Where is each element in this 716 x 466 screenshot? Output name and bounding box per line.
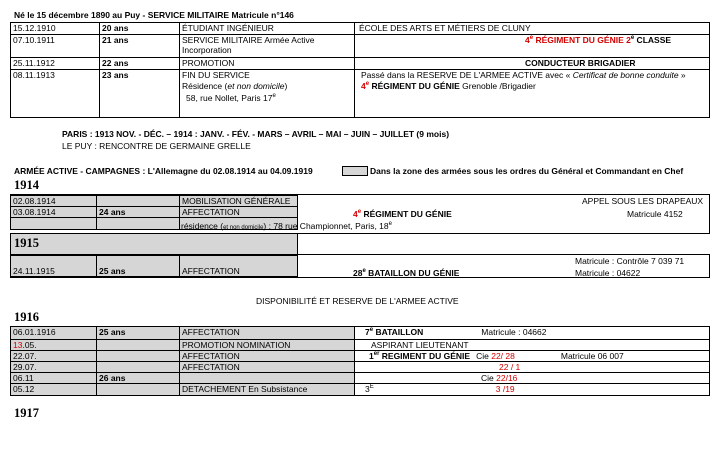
legend-swatch	[342, 166, 368, 176]
age-cell: 20 ans	[100, 23, 180, 35]
table-row: 06.01.1916 25 ans AFFECTATION 7e BATAILLON Matricule : 04662	[11, 327, 710, 340]
page-title: Né le 15 décembre 1890 au Puy - SERVICE MILITAIRE Matricule n°146	[14, 10, 294, 20]
detail-cell: CONDUCTEUR BRIGADIER	[355, 58, 710, 70]
label-cell: ÉTUDIANT INGÉNIEUR	[180, 23, 355, 35]
divider	[709, 194, 710, 234]
table-row: 05.12 DETACHEMENT En Subsistance $3^E$ 3 /19	[11, 384, 710, 396]
regiment-1914: 4e RÉGIMENT DU GÉNIE	[353, 209, 452, 219]
table-row: 03.08.1914 24 ans AFFECTATION	[11, 207, 298, 218]
table-row	[11, 23, 710, 35]
table-row	[11, 58, 710, 70]
label-cell: FIN DU SERVICE Résidence (et non domicile) 58, rue Nollet, Paris 17e	[180, 70, 355, 118]
table-row: 13.05. PROMOTION NOMINATION ASPIRANT LIEUTENANT	[11, 340, 710, 351]
table-row: 02.08.1914 MOBILISATION GÉNÉRALE	[11, 196, 298, 207]
residence-1914: résidence (et non domicile) : 78 rue Championnet, Paris, 18e	[181, 221, 392, 231]
date-cell: 25.11.1912	[11, 58, 100, 70]
appel-text: APPEL SOUS LES DRAPEAUX	[582, 196, 704, 206]
detail-cell: 4e RÉGIMENT DU GÉNIE 2e CLASSE	[355, 35, 710, 58]
matricule-controle: Matricule : Contrôle 7 039 71	[575, 256, 685, 266]
table-row: 29.07. AFFECTATION 22 / 1	[11, 362, 710, 373]
year-1915: 1915	[14, 236, 39, 250]
section-1916	[10, 326, 710, 396]
year-1917: 1917	[14, 406, 39, 420]
matricule-1915: Matricule : 04622	[575, 268, 641, 278]
table-row: 22.07. AFFECTATION 1er REGIMENT DU GÉNIE Cie 22/ 28 Matricule 06 007	[11, 351, 710, 362]
table-row: 24.11.1915 25 ans AFFECTATION	[11, 256, 298, 277]
detail-cell: ÉCOLE DES ARTS ET MÉTIERS DE CLUNY	[355, 23, 710, 35]
label-cell: PROMOTION	[180, 58, 355, 70]
campaign-text: ARMÉE ACTIVE - CAMPAGNES : L'Allemagne du 02.08.1914 au 04.09.1919	[14, 166, 313, 176]
table-row	[11, 35, 710, 58]
detail-cell: Passé dans la RESERVE DE L'ARMEE ACTIVE avec « Certificat de bonne conduite » 4e RÉGIMENT DU GÉNIE Grenoble /Brigadier	[355, 70, 710, 118]
divider	[10, 277, 710, 278]
age-cell: 23 ans	[100, 70, 180, 118]
year-1915-band	[10, 234, 298, 254]
year-1916: 1916	[14, 310, 39, 324]
dispo-heading: DISPONIBILITÉ ET RESERVE DE L'ARMEE ACTIVE	[256, 296, 459, 306]
age-cell: 22 ans	[100, 58, 180, 70]
date-cell: 07.10.1911	[11, 35, 100, 58]
age-cell: 21 ans	[100, 35, 180, 58]
paris-line: PARIS : 1913 NOV. - DÉC. – 1914 : JANV. - FÉV. - MARS – AVRIL – MAI – JUIN – JUILLET (9 mois)	[62, 129, 450, 139]
date-cell: 08.11.1913	[11, 70, 100, 118]
year-1914: 1914	[14, 178, 39, 192]
le-puy-line: LE PUY : RENCONTRE DE GERMAINE GRELLE	[62, 141, 251, 151]
date-cell: 15.12.1910	[11, 23, 100, 35]
service-table	[10, 22, 710, 118]
matricule-1914: Matricule 4152	[627, 209, 683, 219]
bataillon-1915: 28e BATAILLON DU GÉNIE	[353, 268, 460, 278]
legend-text: Dans la zone des armées sous les ordres du Général et Commandant en Chef	[370, 166, 684, 176]
table-row: 06.11 26 ans Cie 22/16	[11, 373, 710, 384]
label-cell: SERVICE MILITAIRE Armée Active Incorporation	[180, 35, 355, 58]
divider	[709, 254, 710, 277]
section-1915	[10, 255, 298, 277]
table-row	[11, 70, 710, 118]
